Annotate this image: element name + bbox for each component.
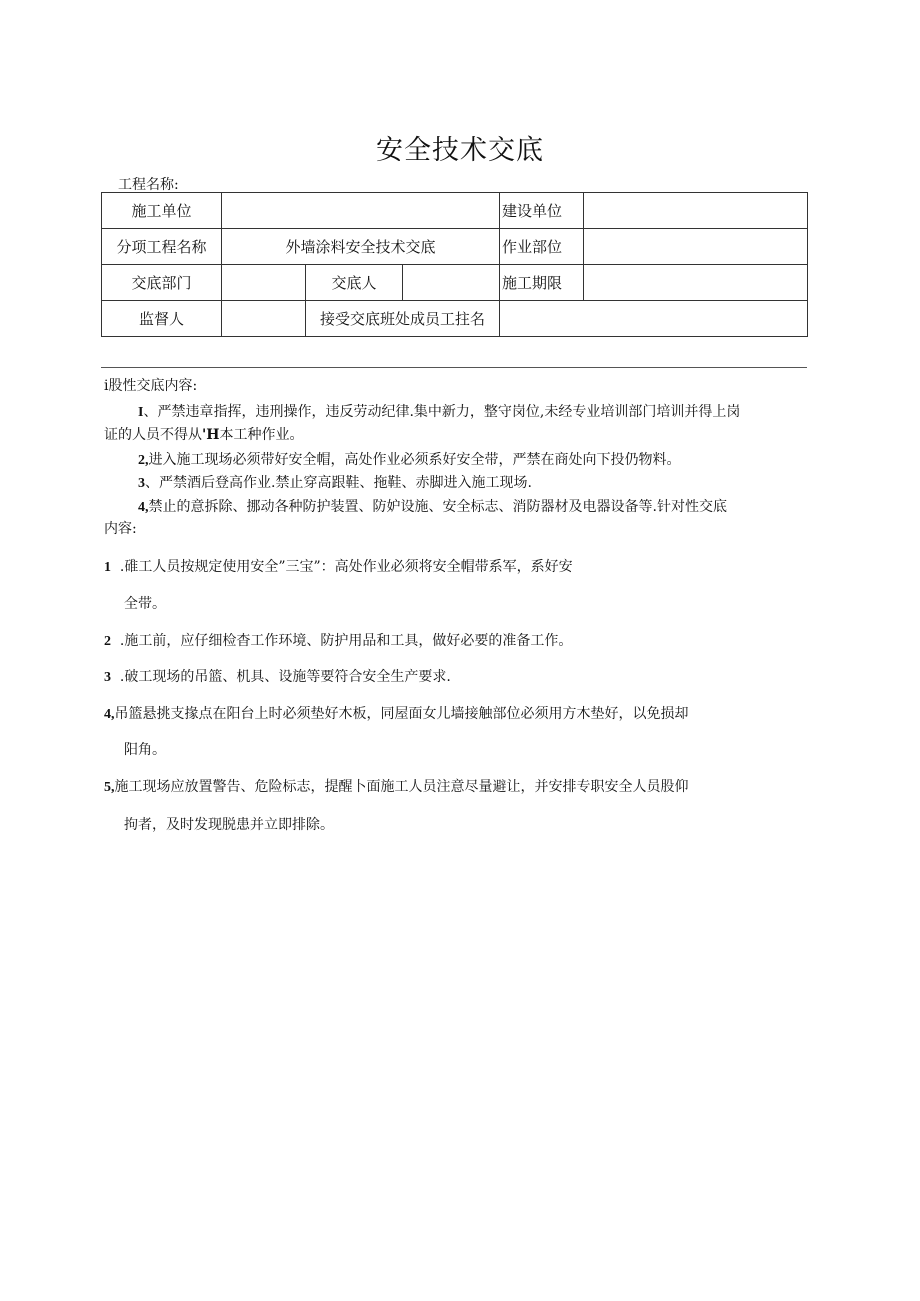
specific-item-3: [104, 666, 451, 686]
project-name-label: 工程名称:: [118, 177, 179, 193]
item-number: 3: [104, 670, 111, 685]
info-table: [101, 192, 808, 337]
item-text: 吊篮悬挑支掾点在阳台上时必须垫好木板，同屋面女儿墙接触部位必须用方木垫好，以免损却: [114, 706, 689, 722]
general-item-1: [138, 401, 740, 421]
specific-item-1-cont: 全带。: [124, 596, 166, 612]
general-item-4-cont: 内容:: [104, 521, 137, 537]
item-text: .破工现场的吊篮、机具、设施等要符合安全生产要求.: [119, 669, 451, 685]
construction-unit-value[interactable]: [222, 193, 500, 229]
specific-item-4: [104, 703, 689, 723]
discloser-value[interactable]: [403, 265, 500, 301]
item-text: .施工前，应仔细检杳工作环境、防护用品和工具，做好必要的准备工作。: [119, 633, 573, 649]
general-item-2: [138, 449, 681, 469]
supervisor-value[interactable]: [222, 301, 306, 337]
supervisor-label: 监督人: [102, 301, 222, 337]
general-heading: i股性交底内容:: [104, 378, 198, 394]
work-location-label: 作业部位: [500, 229, 584, 265]
receiver-signature-label: 接受交底班处成员工拄名: [306, 301, 500, 337]
work-location-value[interactable]: [584, 229, 808, 265]
item-text: 施工现场应放置警告、危险标志，提醒卜面施工人员注意尽量避让，并安排专职安全人员股仰: [114, 779, 689, 795]
general-item-4: [138, 496, 727, 516]
construction-period-label: 施工期限: [500, 265, 584, 301]
table-row: [102, 301, 808, 337]
construction-unit-label: 施工单位: [102, 193, 222, 229]
item-text: 、严禁违章指挥，违刑操作，违反劳动纪律.集中新力，整守岗位,未经专业培训部门培训并得上岗: [143, 404, 741, 420]
item-number: 3: [138, 476, 145, 491]
build-unit-label: 建设单位: [500, 193, 584, 229]
item-number: 2,: [138, 453, 149, 468]
specific-item-4-cont: 阳角。: [124, 742, 166, 758]
item-number: 5,: [104, 780, 115, 795]
table-row: [102, 193, 808, 229]
item-number: 4,: [138, 500, 149, 515]
table-row: [102, 265, 808, 301]
specific-item-2: [104, 630, 572, 650]
build-unit-value[interactable]: [584, 193, 808, 229]
specific-item-5-cont: 拘者，及时发现脱患并立即排除。: [124, 817, 334, 833]
document-title: 安全技术交底: [376, 135, 544, 166]
item-text: 本工种作业。: [219, 427, 304, 443]
disclosure-dept-label: 交底部门: [102, 265, 222, 301]
section-divider: [101, 367, 807, 368]
specific-item-1: [104, 556, 573, 576]
item-number: 1: [104, 560, 111, 575]
item-number: I: [138, 405, 144, 420]
item-text: 证的人员不得从: [104, 427, 202, 443]
disclosure-dept-value[interactable]: [222, 265, 306, 301]
general-item-1-cont: [104, 424, 304, 444]
sub-project-value[interactable]: 外墙涂料安全技术交底: [222, 229, 500, 265]
specific-item-5: [104, 776, 689, 796]
receiver-signature-value[interactable]: [500, 301, 808, 337]
general-item-3: [138, 472, 532, 492]
item-number: 4,: [104, 707, 115, 722]
item-text: 禁止的意拆除、挪动各种防护装置、防妒设施、安全标志、消防器材及电器设备等.针对性交底: [148, 499, 727, 515]
item-text: 、严禁酒后登高作业.禁止穿高跟鞋、拖鞋、赤脚进入施工现场.: [145, 475, 532, 491]
item-text: 进入施工现场必须带好安全帽，高处作业必须系好安全带，严禁在商处向下投仍物料。: [148, 452, 681, 468]
construction-period-value[interactable]: [584, 265, 808, 301]
sub-project-label: 分项工程名称: [102, 229, 222, 265]
item-text-bold: 'H: [202, 427, 220, 443]
item-number: 2: [104, 634, 111, 649]
discloser-label: 交底人: [306, 265, 403, 301]
table-row: [102, 229, 808, 265]
item-text: .碓工人员按规定使用安全”三宝”：高处作业必须将安全帽带系军，系好安: [119, 559, 573, 575]
